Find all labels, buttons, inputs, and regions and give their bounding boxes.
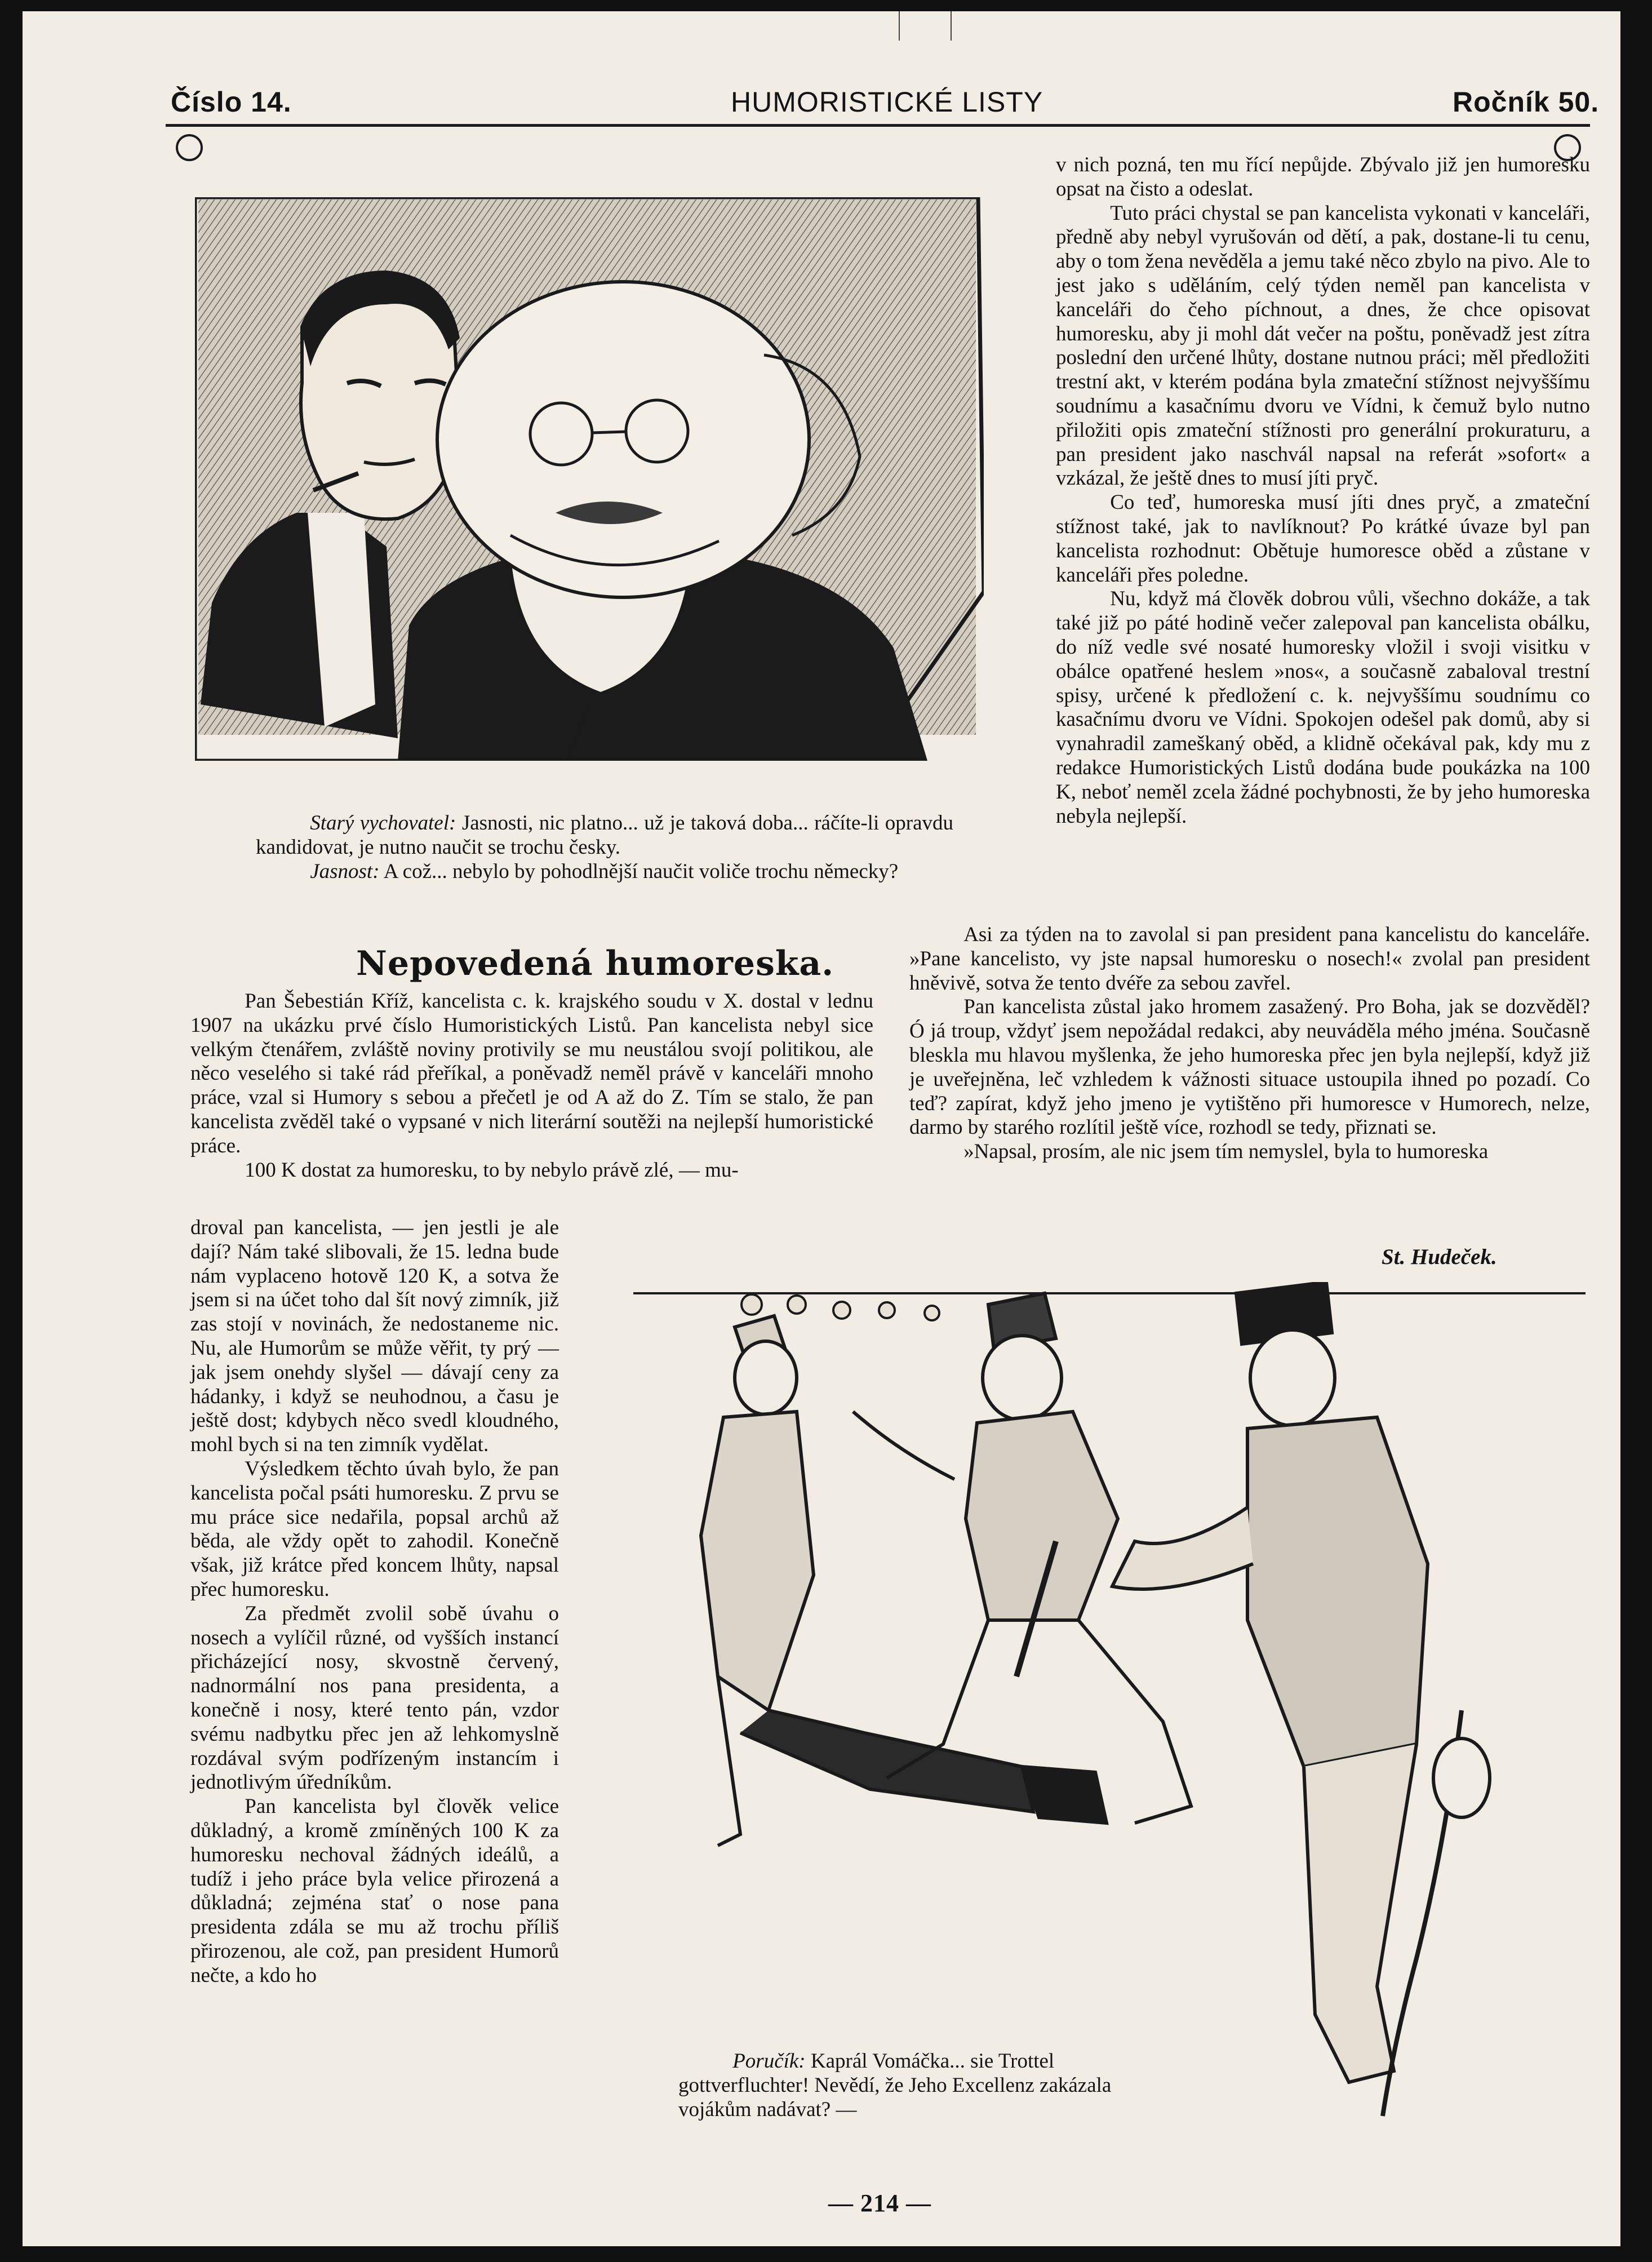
paragraph: Co teď, humoreska musí jíti dnes pryč, a zmateční stížnost také, jak to navlíknout? Po krátké úvaze byl pan kancelista rozhodnut: Obětuje humoresce oběd a zůstane v kanceláři přes poledne.: [1056, 491, 1590, 587]
ornament-icon: [176, 134, 203, 161]
paragraph: droval pan kancelista, — jen jestli je ale dají? Nám také slibovali, že 15. ledna bude nám vyplaceno hotově 120 K, a sotva že jsem si na účet toho dal šít nový zimník, již zas stojí v novinách, že nedostaneme nic. Nu, ale Humorům se může věřit, ty prý — jak jsem onehdy slyšel — dávají ceny za hádanky, i když se neuhodnou, a času je ještě dost; kdybych něco svedl kloudného, mohl bych si na ten zimník vydělat.: [190, 1216, 559, 1457]
paragraph: 100 K dostat za humoresku, to by nebylo právě zlé, — mu-: [245, 1158, 739, 1182]
paragraph: Pan kancelista zůstal jako hromem zasažený. Pro Boha, jak se dozvěděl? Ó já troup, vždyť jsem nepožádal redakci, aby neuváděla mého jména. Současně bleskla mu hlavou myšlenka, že jeho humoreska přec jen byla nejlepší, když již je uveřejněna, leč vzhledem k vážnosti situace ustoupila ihned po pozadí. Co teď? zapírat, když jeho jmeno je vytištěno při humoresce v Humorech, nelze, darmo by starého rozlítil ještě více, rozhodl se tedy, přiznati se.: [909, 995, 1590, 1139]
caption-top: [256, 811, 953, 884]
article-column-narrow: [190, 1216, 559, 1988]
masthead-title: HUMORISTICKÉ LISTY: [731, 86, 1043, 118]
volume-number: Ročník 50.: [1453, 86, 1600, 118]
newspaper-page: [23, 11, 1620, 2246]
article-column-left: [190, 990, 873, 1182]
caption-text: Jasnosti, nic platno... už je taková doba... ráčíte-li opravdu kandidovat, je nutno naučit se trochu česky.: [256, 811, 953, 859]
speaker-label: Jasnost:: [310, 859, 380, 883]
caption-line: [256, 811, 953, 860]
issue-number: Číslo 14.: [171, 86, 292, 118]
paragraph: Tuto práci chystal se pan kancelista vykonati v kanceláři, předně aby nebyl vyrušován od dětí, a pak, dostane-li tu cenu, aby o tom žena nevěděla a jemu také něco zbylo na pivo. Ale to jest jako s uděláním, celý týden neměl pan kancelista v kanceláři do čeho píchnout, a dnes, že chce opisovat humoresku, aby ji mohl dát večer na poštu, poněvadž jest zítra poslední den určené lhůty, dostane nutnou práci; měl předložiti trestní akt, v kterém podána byla zmateční stížnost nejvyššímu soudnímu a kasačnímu dvoru ve Vídni, k čemuž bylo nutno přiložiti opis zmateční stížnosti pro generální prokuraturu, a pan president jako naschvál napsal na referát »sofort« a vzkázal, že ještě dnes to musí jíti pryč.: [1056, 201, 1590, 490]
paragraph: v nich pozná, ten mu řící nepůjde. Zbývalo již jen humoresku opsat na čisto a odeslat.: [1056, 153, 1590, 201]
page-binding-mark: [899, 11, 952, 41]
paragraph: Nu, když má člověk dobrou vůli, všechno dokáže, a tak také již po páté hodině večer zalepoval pan kancelista obálku, do níž vedle své nosaté humoresky vložil i svoji visitku v obálce opatřené heslem »nos«, a současně zabaloval trestní spisy, určené k předložení c. k. nejvyššímu soudnímu co kasačnímu dvoru ve Vídni. Spokojen odešel pak domů, aby si vynahradil zameškaný oběd, a klidně očekával pak, kdy mu z redakce Humoristických Listů dodána bude poukázka na 100 K, neboť neměl zcela žádné pochybnosti, že by jeho humoreska nebyla nejlepší.: [1056, 587, 1590, 828]
illustration-soldiers: [628, 1282, 1597, 2130]
paragraph: Výsledkem těchto úvah bylo, že pan kancelista počal psáti humoresku. Z prvu se mu práce sice nedařila, popsal archů až běda, ale vždy opět to zahodil. Konečně však, již krátce před koncem lhůty, napsal přec humoresku.: [190, 1457, 559, 1601]
caption-text: A což... nebylo by pohodlnější naučit voliče trochu německy?: [379, 859, 899, 883]
speaker-label: Poručík:: [732, 2050, 806, 2073]
article-title: Nepovedená humoreska.: [356, 944, 834, 983]
header-rule: [166, 124, 1590, 127]
paragraph: Pan kancelista byl člověk velice důkladný, a kromě zmíněných 100 K za humoresku nechoval žádných ideálů, a tudíž i jeho práce byla velice přirozená a důkladná; zejména stať o nose pana presidenta zdála se mu až trochu příliš přirozenou, ale což, pan president Humorů nečte, a kdo ho: [190, 1795, 559, 1987]
paragraph: Pan Šebestián Kříž, kancelista c. k. krajského soudu v X. dostal v lednu 1907 na ukázku prvé číslo Humoristických Listů. Pan kancelista nebyl sice velkým čtenářem, zvláště noviny protivily se mu neustálou svojí politikou, ale něco veselého si také rád přeříkal, a poněvadž neměl právě v kanceláři mnoho práce, vzal si Humory s sebou a přečetl je od A až do Z. Tím se stalo, že pan kancelista zvěděl také o vypsané v nich literární soutěži na nejlepší humoristické práce.: [190, 990, 873, 1157]
article-column-right: [1056, 153, 1590, 828]
article-column-wide: [909, 923, 1590, 1164]
caption-line: [678, 2050, 1146, 2122]
paragraph: »Napsal, prosím, ale nic jsem tím nemyslel, byla to humoreska: [963, 1140, 1489, 1164]
caption-text: Kaprál Vomáčka... sie Trottel gottverfluchter! Nevědí, že Jeho Excellenz zakázala vojákům nadávat? —: [678, 2050, 1112, 2121]
illustration-two-men: [195, 197, 984, 761]
page-number: — 214 —: [828, 2189, 931, 2217]
speaker-label: Starý vychovatel:: [310, 811, 456, 835]
author-signature: St. Hudeček.: [1382, 1245, 1497, 1269]
caption-bottom: [678, 2050, 1146, 2122]
paragraph: Asi za týden na to zavolal si pan president pana kancelistu do kanceláře. »Pane kancelisto, vy jste napsal humoresku o nosech!« zvolal pan president hněvivě, sotva že tento dvéře za sebou zavřel.: [909, 923, 1590, 995]
caption-line: [256, 860, 953, 884]
paragraph: Za předmět zvolil sobě úvahu o nosech a vylíčil různé, od vyšších instancí přicházející nosy, skvostně červený, nadnormální nos pana presidenta, a konečně i nosy, které tento pán, vzdor svému nadbytku přec jen až lehkomyslně rozdával svým podřízeným instancím i jednotlivým úředníkům.: [190, 1602, 559, 1794]
